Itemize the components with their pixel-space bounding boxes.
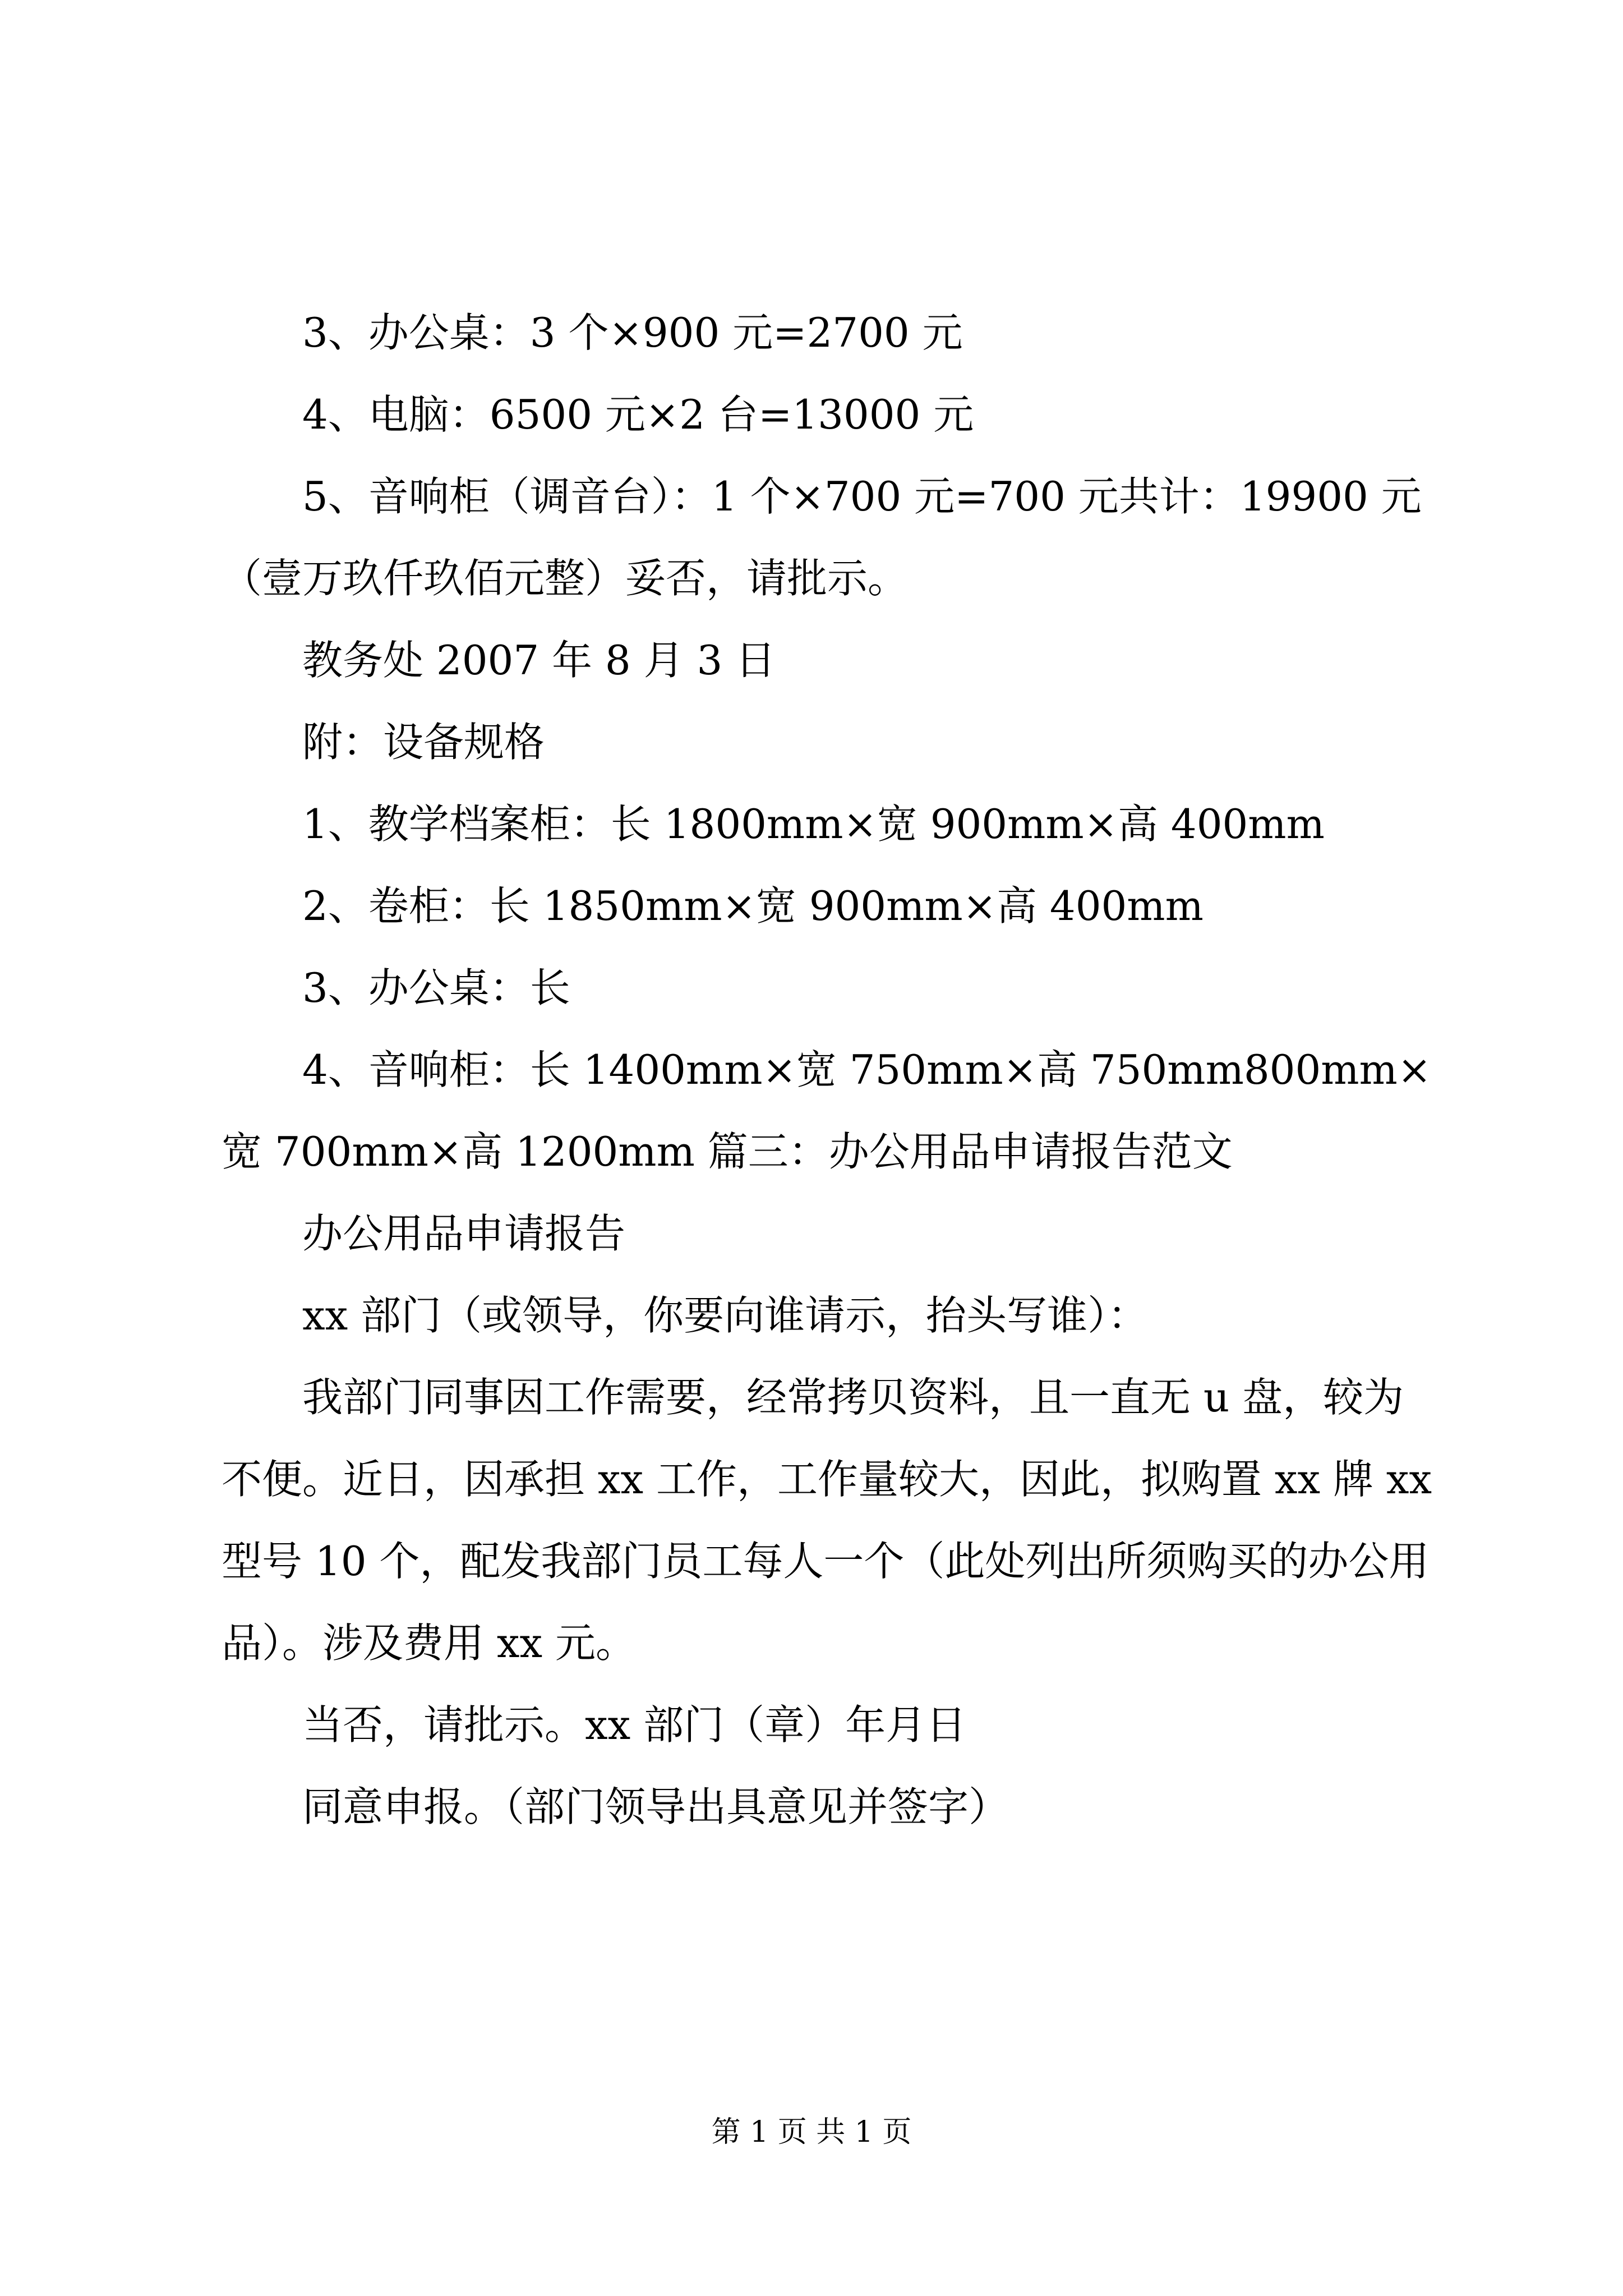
paragraph-item-audio-cabinet-total: 5、音响柜（调音台）：1 个×700 元=700 元共计：19900 元（壹万玖仟玖佰元整）妥否，请批示。 [222, 473, 1422, 602]
page-footer: 第 1 页 共 1 页 [711, 2115, 912, 2149]
paragraph-signature-date: 教务处 2007 年 8 月 3 日 [302, 637, 776, 684]
paragraph-spec-desk: 3、办公桌：长 [302, 964, 570, 1011]
paragraph-request-body: 我部门同事因工作需要，经常拷贝资料，且一直无 u 盘，较为不便。近日，因承担 xx 工作，工作量较大，因此，拟购置 xx 牌 xx 型号 10 个，配发我部门员工每人一个（此处列出所须购买的办公用品）。涉及费用 xx 元。 [222, 1374, 1445, 1667]
paragraph-spec-audio-cabinet: 4、音响柜：长 1400mm×宽 750mm×高 750mm800mm×宽 700mm×高 1200mm 篇三：办公用品申请报告范文 [222, 1046, 1432, 1175]
paragraph-item-computer-cost: 4、电脑：6500 元×2 台=13000 元 [302, 391, 974, 438]
paragraph-item-desk-cost: 3、办公桌：3 个×900 元=2700 元 [302, 309, 963, 356]
document-body [222, 292, 1445, 1848]
paragraph-spec-file-cabinet: 2、卷柜：长 1850mm×宽 900mm×高 400mm [302, 882, 1204, 930]
paragraph-approval-request: 当否，请批示。xx 部门（章）年月日 [302, 1701, 967, 1749]
paragraph-appendix-heading: 附：设备规格 [302, 719, 545, 766]
paragraph-addressee: xx 部门（或领导，你要向谁请示，抬头写谁）： [302, 1292, 1149, 1339]
paragraph-approval-note: 同意申报。（部门领导出具意见并签字） [302, 1783, 1009, 1830]
paragraph-spec-archive-cabinet: 1、教学档案柜：长 1800mm×宽 900mm×高 400mm [302, 800, 1325, 848]
paragraph-report-title: 办公用品申请报告 [302, 1210, 626, 1257]
